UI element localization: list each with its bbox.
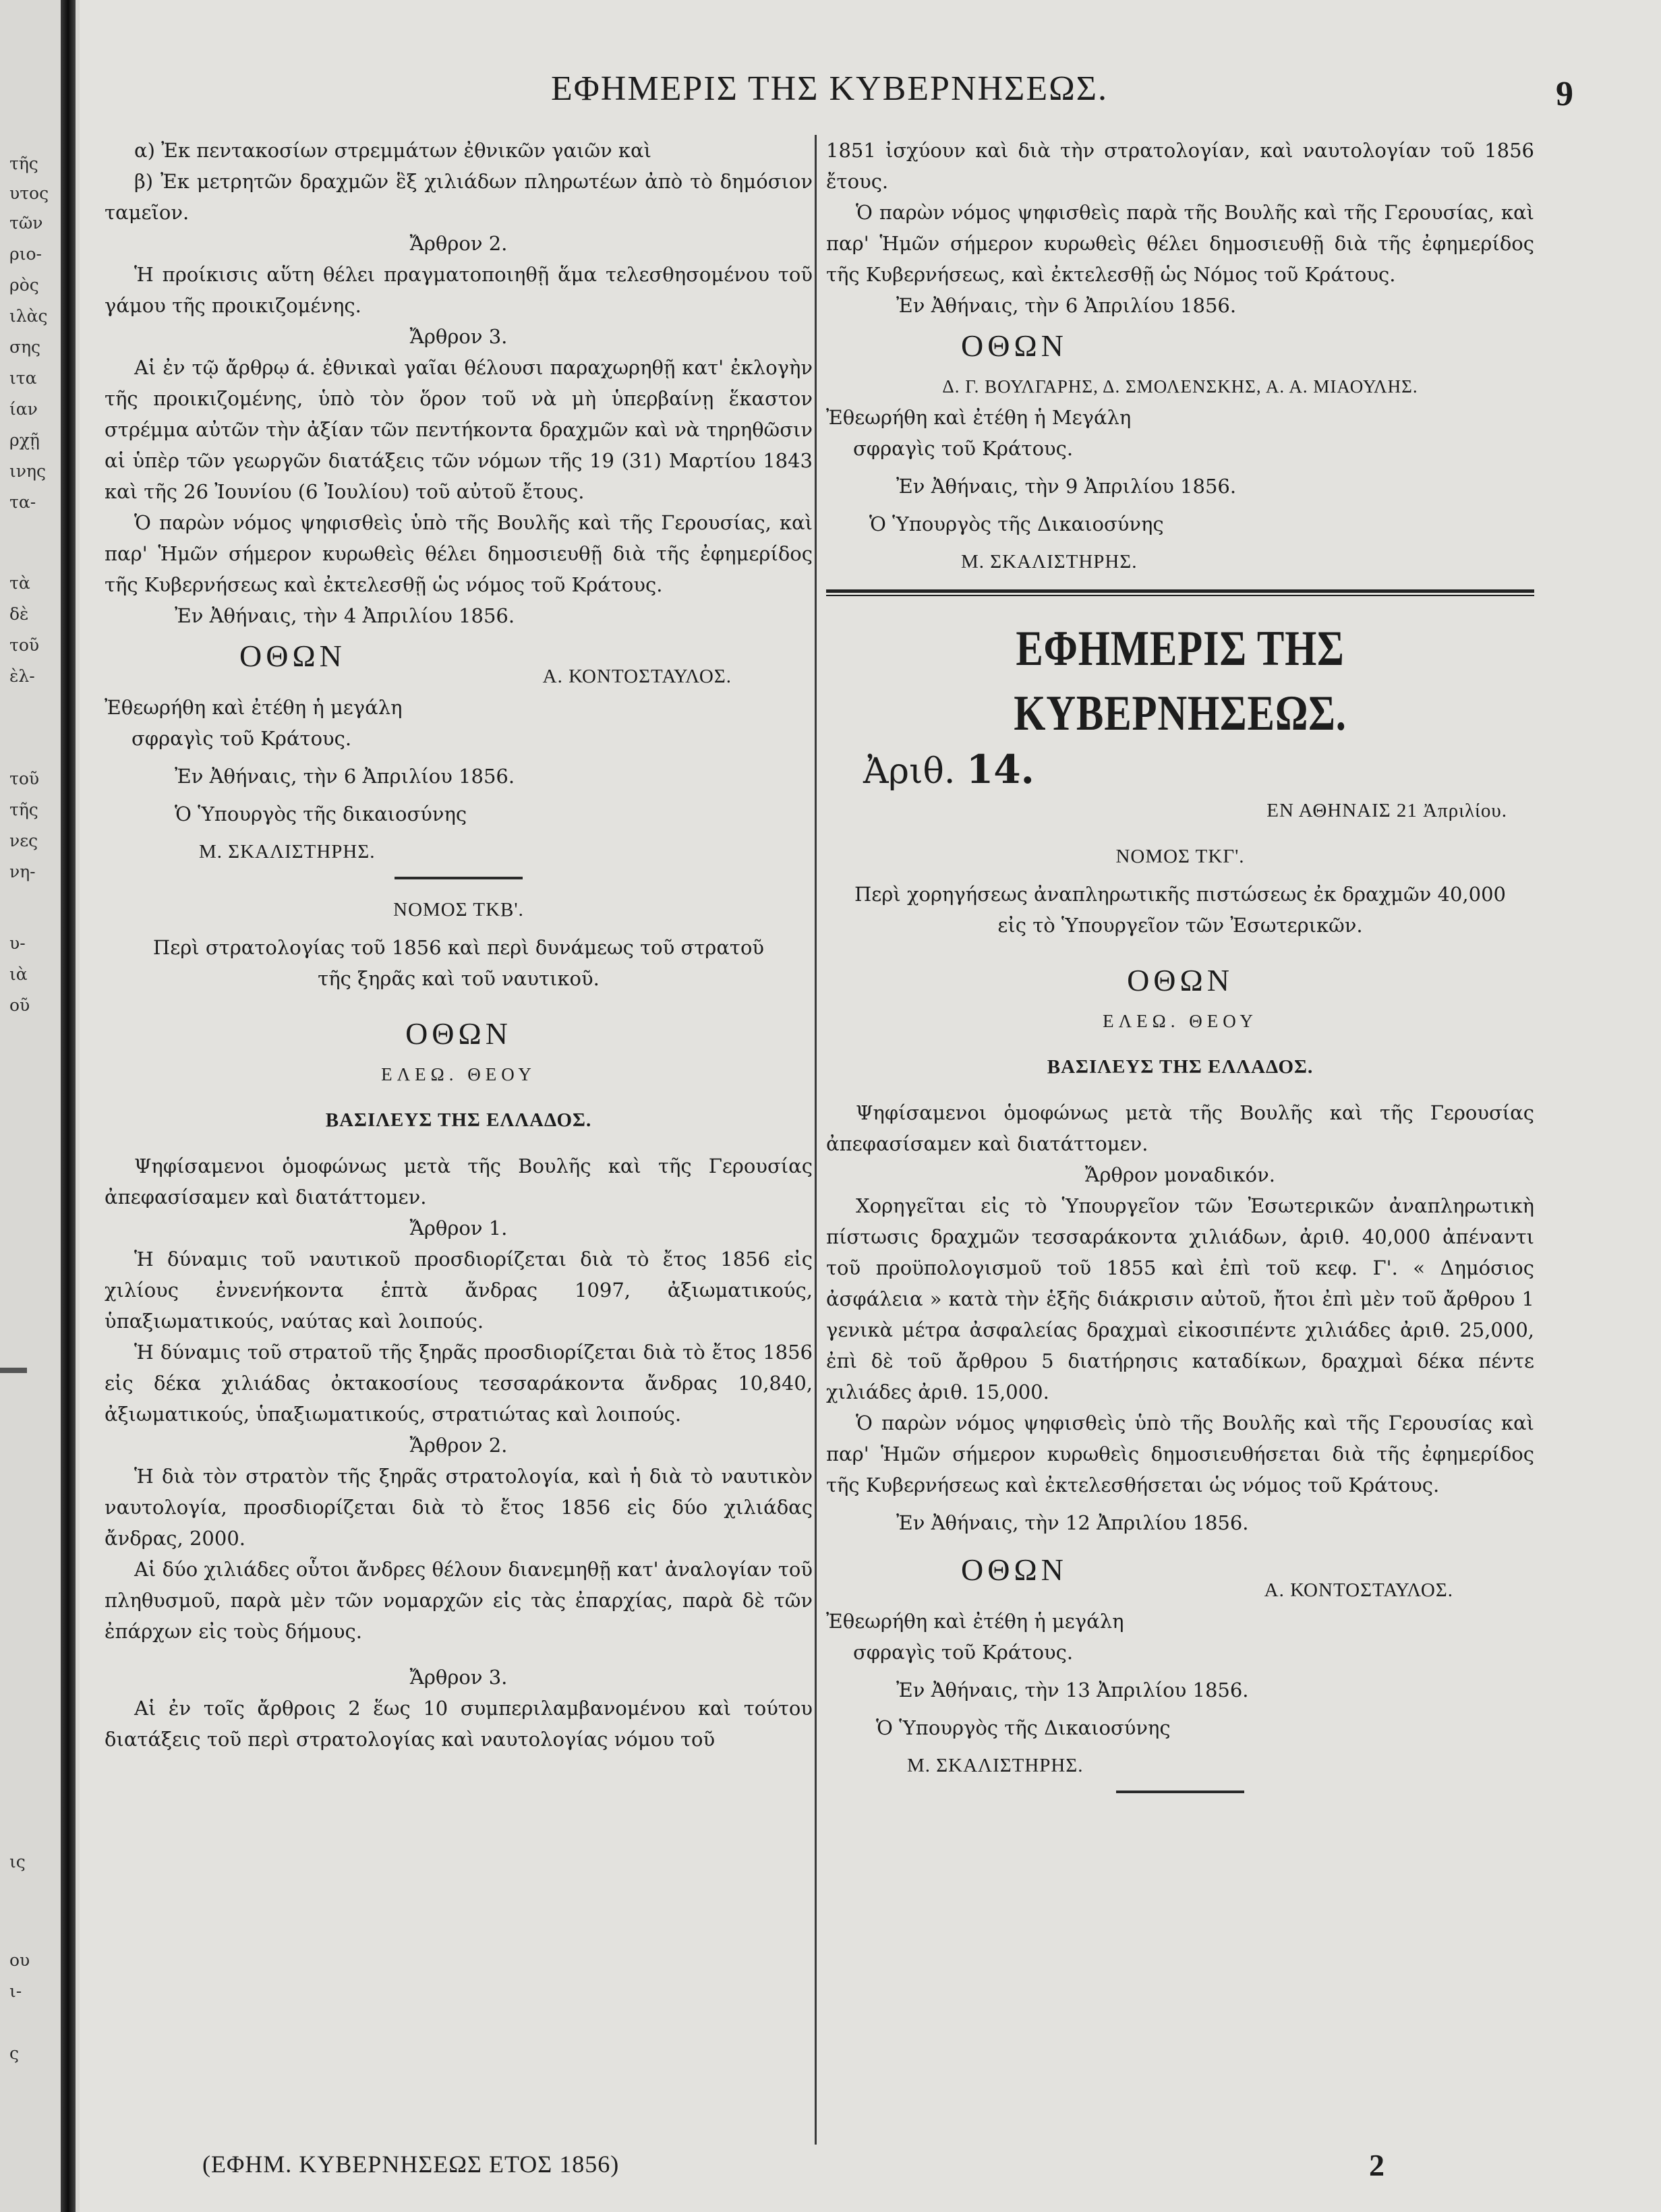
preamble: Ψηφίσαμενοι ὁμοφώνως μετὰ τῆς Βουλῆς καὶ τῆς Γερουσίας ἀπεφασίσαμεν καὶ διατάττομεν. <box>826 1101 1534 1155</box>
date-line: Ἐν Ἀθήναις, τὴν 9 Ἀπριλίου 1856. <box>896 475 1237 498</box>
paragraph: Ἡ δύναμις τοῦ ναυτικοῦ προσδιορίζεται διὰ τὸ ἔτος 1856 εἰς χιλίους ἐννενήκοντα ἑπτὰ ἄνδρας 1097, ἀξιωματικούς, ὑπαξιωματικούς, ναύτας καὶ λοιπούς. <box>105 1248 813 1333</box>
law-number: ΝΟΜΟΣ ΤΚΓ'. <box>1115 846 1245 867</box>
paragraph: Αἱ ἐν τῷ ἄρθρῳ ά. ἐθνικαὶ γαῖαι θέλουσι παραχωρηθῇ κατ' ἐκλογὴν τῆς προικιζομένης, ὑπὸ τὸν ὅρον τοῦ νὰ μὴ ὑπερβαίνῃ ἕκαστον στρέμμα αὐτῶν τὴν ἀξίαν τῶν πεντήκοντα δραχμῶν καὶ νὰ τηρηθῶσιν αἱ ὑπὲρ τῶν γεωργῶν διατάξεις τῶν νόμων τῆς 19 (31) Μαρτίου 1843 καὶ τῆς 26 Ἰουνίου (6 Ἰουλίου) τοῦ αὐτοῦ ἔτους. <box>105 356 813 503</box>
gutter-fragment: υ- <box>9 933 26 953</box>
seal-line: σφραγὶς τοῦ Κράτους. <box>853 1641 1074 1664</box>
minister-signature: Μ. ΣΚΑΛΙΣΤΗΡΗΣ. <box>199 841 376 863</box>
by-grace-of-god: ΕΛΕΩ. ΘΕΟΥ <box>381 1064 536 1084</box>
date-line: Ἐν Ἀθήναις, τὴν 6 Ἀπριλίου 1856. <box>175 765 515 788</box>
paragraph: Ὁ παρὼν νόμος ψηφισθεὶς ὑπὸ τῆς Βουλῆς καὶ τῆς Γερουσίας, καὶ παρ' Ἡμῶν σήμερον κυρωθεὶς θέλει δημοσιευθῇ διὰ τῆς ἐφημερίδος τῆς Κυβερνήσεως καὶ ἐκτελεσθῇ ὡς νόμος τοῦ Κράτους. <box>105 511 813 596</box>
gutter-fragment: τῆς <box>9 154 38 173</box>
section-rule <box>395 877 523 879</box>
gutter-fragment: υτος <box>9 183 49 203</box>
gutter-fragment: τοῦ <box>9 635 40 655</box>
issue-label: Ἀριθ. <box>863 751 956 792</box>
minister-signature: Α. ΚΟΝΤΟΣΤΑΥΛΟΣ. <box>542 666 732 687</box>
article-heading: Ἄρθρον 2. <box>409 232 508 255</box>
paragraph: β) Ἐκ μετρητῶν δραχμῶν ἓξ χιλιάδων πληρωτέων ἀπὸ τὸ δημόσιον ταμεῖον. <box>105 170 813 224</box>
paragraph: Ἡ προίκισις αὕτη θέλει πραγματοποιηθῇ ἅμα τελεσθησομένου τοῦ γάμου τῆς προικιζομένης. <box>105 263 813 317</box>
masthead-rule <box>826 589 1534 596</box>
gutter-fragment: νη- <box>9 862 36 881</box>
seal-line: σφραγὶς τοῦ Κράτους. <box>853 437 1074 460</box>
king-signature: ΟΘΩΝ <box>961 328 1068 363</box>
minister-title: Ὁ Ὑπουργὸς τῆς δικαιοσύνης <box>175 803 467 825</box>
gutter-fragment: ι- <box>9 1981 22 2001</box>
date-line: Ἐν Ἀθήναις, τὴν 6 Ἀπριλίου 1856. <box>896 294 1237 317</box>
footer-imprint: (ΕΦΗΜ. ΚΥΒΕΡΝΗΣΕΩΣ ΕΤΟΣ 1856) <box>202 2151 620 2178</box>
issue-number <box>863 746 1534 795</box>
king-name: ΟΘΩΝ <box>405 1016 512 1051</box>
article-heading: Ἄρθρον μοναδικόν. <box>1085 1163 1275 1186</box>
gutter-fragment: ις <box>9 1852 26 1871</box>
seal-line: Ἐθεωρήθη καὶ ἐτέθη ἡ μεγάλη <box>105 696 403 719</box>
seal-line: Ἐθεωρήθη καὶ ἐτέθη ἡ μεγάλη <box>826 1610 1124 1633</box>
by-grace-of-god: ΕΛΕΩ. ΘΕΟΥ <box>1103 1011 1258 1031</box>
gutter-rule <box>0 1368 27 1373</box>
date-line: Ἐν Ἀθήναις, τὴν 13 Ἀπριλίου 1856. <box>896 1679 1249 1701</box>
article-heading: Ἄρθρον 3. <box>409 325 508 348</box>
date-line: Ἐν Ἀθήναις, τὴν 4 Ἀπριλίου 1856. <box>175 604 515 627</box>
paragraph: Χορηγεῖται εἰς τὸ Ὑπουργεῖον τῶν Ἐσωτερικῶν ἀναπληρωτικὴ πίστωσις δραχμῶν τεσσαράκοντα χιλιάδων, ἀριθ. 40,000 ἀπέναντι τοῦ προϋπολογισμοῦ τοῦ 1855 καὶ ἐπὶ τοῦ κεφ. Γ'. « Δημόσιος ἀσφάλεια » κατὰ τὴν ἑξῆς διάκρισιν αὐτοῦ, ἤτοι ἐπὶ μὲν τοῦ ἄρθρου 1 γενικὰ μέτρα ἀσφαλείας δραχμαὶ εἰκοσιπέντε χιλιάδες ἀριθ. 25,000, ἐπὶ δὲ τοῦ ἄρθρου 5 διατήρησις καταδίκων, δραχμαὶ δέκα πέντε χιλιάδες ἀριθ. 15,000. <box>826 1194 1534 1403</box>
right-column <box>826 135 1534 1808</box>
gutter-fragment: τοῦ <box>9 769 40 788</box>
king-name: ΟΘΩΝ <box>1127 963 1233 997</box>
law-number: ΝΟΜΟΣ ΤΚΒ'. <box>393 899 524 921</box>
gutter-fragment: ρὸς <box>9 275 39 295</box>
gutter-fragment: ου <box>9 1950 30 1970</box>
section-rule <box>1116 1791 1244 1793</box>
gutter-fragment: τὰ <box>9 573 30 593</box>
minister-title: Ὁ Ὑπουργὸς τῆς Δικαιοσύνης <box>869 513 1164 535</box>
law-subject: Περὶ στρατολογίας τοῦ 1856 καὶ περὶ δυνάμεως τοῦ στρατοῦ τῆς ξηρᾶς καὶ τοῦ ναυτικοῦ. <box>152 936 765 990</box>
minister-signature: Α. ΚΟΝΤΟΣΤΑΥΛΟΣ. <box>1264 1579 1453 1601</box>
paragraph: 1851 ἰσχύουν καὶ διὰ τὴν στρατολογίαν, καὶ ναυτολογίαν τοῦ 1856 ἔτους. <box>826 139 1534 193</box>
date-line: Ἐν Ἀθήναις, τὴν 12 Ἀπριλίου 1856. <box>896 1511 1249 1534</box>
king-of-greece: ΒΑΣΙΛΕΥΣ ΤΗΣ ΕΛΛΑΔΟΣ. <box>1047 1056 1314 1078</box>
gutter-fragment: ιὰ <box>9 964 28 984</box>
seal-line: σφραγὶς τοῦ Κράτους. <box>132 727 352 750</box>
king-signature: ΟΘΩΝ <box>239 639 346 673</box>
gutter-fragment: ίαν <box>9 399 38 419</box>
issue-value: 14. <box>966 747 1035 792</box>
gutter-fragment: ρχῇ <box>9 430 40 450</box>
gutter-fragment: τα- <box>9 492 36 512</box>
paragraph: Ἡ δύναμις τοῦ στρατοῦ τῆς ξηρᾶς προσδιορίζεται διὰ τὸ ἔτος 1856 εἰς δέκα χιλιάδας ὀκτακοσίους τεσσαράκοντα ἄνδρας 10,840, ἀξιωματικούς, ὑπαξιωματικούς, στρατιώτας καὶ λοιπούς. <box>105 1341 813 1426</box>
page-header-title: ΕΦΗΜΕΡΙΣ ΤΗΣ ΚΥΒΕΡΝΗΣΕΩΣ. <box>551 69 1108 108</box>
gutter-fragment: ιτα <box>9 368 37 388</box>
page-number: 9 <box>1556 75 1573 113</box>
paragraph: Ὁ παρὼν νόμος ψηφισθεὶς παρὰ τῆς Βουλῆς καὶ τῆς Γερουσίας, καὶ παρ' Ἡμῶν σήμερον κυρωθεὶς θέλει δημοσιευθῇ διὰ τῆς ἐφημερίδος τῆς Κυβερνήσεως, καὶ ἐκτελεσθῇ ὡς Νόμος τοῦ Κράτους. <box>826 201 1534 286</box>
ministers-signatures: Δ. Γ. ΒΟΥΛΓΑΡΗΣ, Δ. ΣΜΟΛΕΝΣΚΗΣ, Α. Α. ΜΙΑΟΥΛΗΣ. <box>942 376 1418 397</box>
signature-mark: 2 <box>1369 2148 1385 2182</box>
paragraph: Αἱ δύο χιλιάδες οὗτοι ἄνδρες θέλουν διανεμηθῇ κατ' ἀναλογίαν τοῦ πληθυσμοῦ, παρὰ μὲν τῶν νομαρχῶν εἰς τὰς ἐπαρχίας, παρὰ δὲ τῶν ἐπάρχων εἰς τοὺς δήμους. <box>105 1558 813 1643</box>
article-heading: Ἄρθρον 1. <box>409 1217 508 1240</box>
gutter-fragment: οῦ <box>9 995 30 1015</box>
minister-signature: Μ. ΣΚΑΛΙΣΤΗΡΗΣ. <box>961 551 1138 573</box>
gutter-fragment: ὲλ- <box>9 666 35 686</box>
gutter-fragment: ς <box>9 2043 20 2063</box>
gutter-fragment: τῶν <box>9 213 43 233</box>
left-column <box>105 135 813 1755</box>
gutter-fragment: δὲ <box>9 604 29 624</box>
preamble: Ψηφίσαμενοι ὁμοφώνως μετὰ τῆς Βουλῆς καὶ τῆς Γερουσίας ἀπεφασίσαμεν καὶ διατάττομεν. <box>105 1155 813 1209</box>
article-heading: Ἄρθρον 2. <box>409 1434 508 1457</box>
gutter-fragment: σης <box>9 337 41 357</box>
gutter-fragment: ριο- <box>9 244 42 264</box>
gutter-fragment: τῆς <box>9 800 38 819</box>
place-date: ΕΝ ΑΘΗΝΑΙΣ 21 Ἀπριλίου. <box>1266 800 1507 821</box>
gutter-fragment: ιλὰς <box>9 306 48 326</box>
column-divider <box>815 135 817 2145</box>
paragraph: Ἡ διὰ τὸν στρατὸν τῆς ξηρᾶς στρατολογία, καὶ ἡ διὰ τὸ ναυτικὸν ναυτολογία, προσδιορίζεται διὰ τὸ ἔτος 1856 εἰς δύο χιλιάδας ἄνδρας, 2000. <box>105 1465 813 1550</box>
book-binding <box>61 0 76 2212</box>
paragraph: Ὁ παρὼν νόμος ψηφισθεὶς ὑπὸ τῆς Βουλῆς καὶ τῆς Γερουσίας καὶ παρ' Ἡμῶν σήμερον κυρωθεὶς δημοσιευθήσεται διὰ τῆς ἐφημερίδος τῆς Κυβερνήσεως καὶ ἐκτελεσθήσεται ὡς νόμος τοῦ Κράτους. <box>826 1411 1534 1496</box>
gutter-fragment: νες <box>9 831 38 850</box>
seal-line: Ἐθεωρήθη καὶ ἐτέθη ἡ Μεγάλη <box>826 406 1132 429</box>
paragraph: α) Ἐκ πεντακοσίων στρεμμάτων ἐθνικῶν γαιῶν καὶ <box>134 139 652 162</box>
law-subject: Περὶ χορηγήσεως ἀναπληρωτικῆς πιστώσεως ἐκ δραχμῶν 40,000 εἰς τὸ Ὑπουργεῖον τῶν Ἐσωτερικῶν. <box>854 883 1506 937</box>
article-heading: Ἄρθρον 3. <box>409 1666 508 1689</box>
minister-title: Ὁ Ὑπουργὸς τῆς Δικαιοσύνης <box>876 1716 1171 1739</box>
minister-signature: Μ. ΣΚΑΛΙΣΤΗΡΗΣ. <box>907 1755 1084 1776</box>
gazette-masthead: ΕΦΗΜΕΡΙΣ ΤΗΣ ΚΥΒΕΡΝΗΣΕΩΣ. <box>1014 621 1347 741</box>
paragraph: Αἱ ἐν τοῖς ἄρθροις 2 ἕως 10 συμπεριλαμβανομένου καὶ τούτου διατάξεις τοῦ περὶ στρατολογίας καὶ ναυτολογίας νόμου τοῦ <box>105 1697 813 1751</box>
king-of-greece: ΒΑΣΙΛΕΥΣ ΤΗΣ ΕΛΛΑΔΟΣ. <box>325 1109 592 1131</box>
gutter-fragment: ινης <box>9 461 46 481</box>
king-signature: ΟΘΩΝ <box>961 1552 1068 1587</box>
